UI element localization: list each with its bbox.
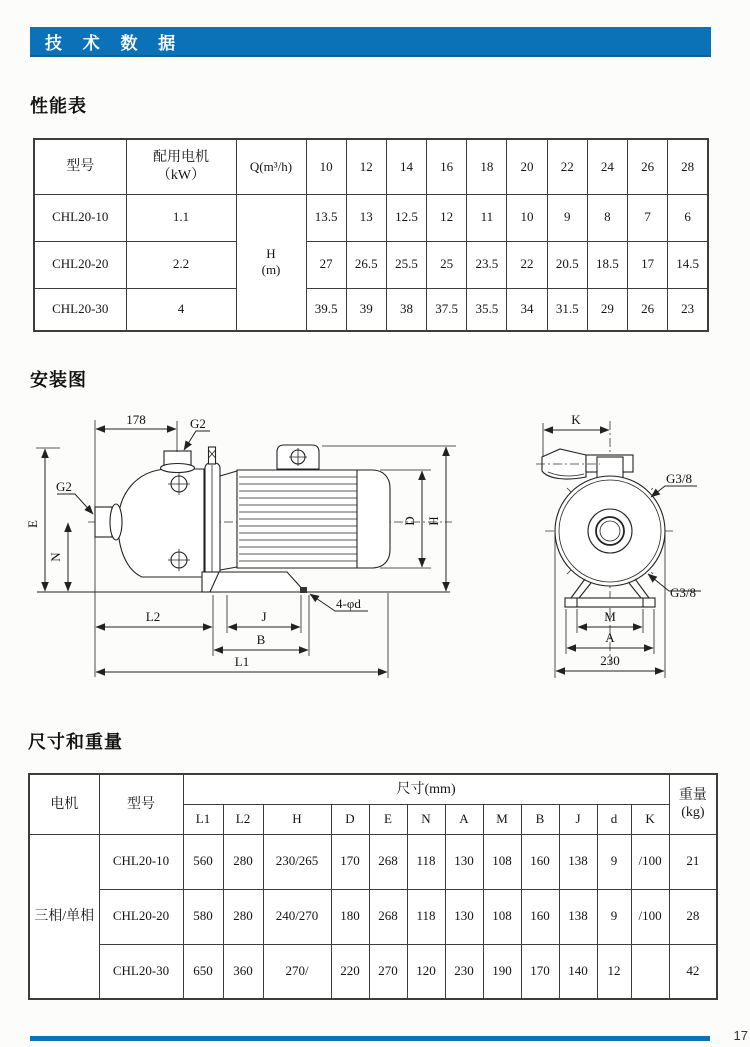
dim-label-k: K — [571, 412, 581, 427]
performance-heading: 性能表 — [30, 96, 87, 116]
table-row: CHL20-30 650 360 270/ 220 270 120 230 190 170 140 12 42 — [29, 944, 717, 999]
table-row: CHL20-20 2.2 27 26.5 25.5 25 23.5 22 20.5 18.5 17 14.5 — [34, 241, 708, 288]
weight-cell: 21 — [669, 834, 717, 889]
col-header-model: 型号 — [99, 774, 183, 834]
dim-label-d: D — [402, 516, 417, 526]
section-title-bar — [30, 27, 711, 57]
flow-col: 10 — [306, 139, 346, 194]
dim-label-n: N — [48, 552, 63, 562]
flow-col: 18 — [467, 139, 507, 194]
col-header-weight: 重量 (kg) — [669, 774, 717, 834]
power-cell: 1.1 — [126, 194, 236, 241]
table-row: CHL20-20 580 280 240/270 180 268 118 130 108 160 138 9 /100 28 — [29, 889, 717, 944]
dim-label-h: H — [426, 516, 441, 526]
table-row: CHL20-10 1.1 H (m) 13.5 13 12.5 12 11 10 9 8 7 6 — [34, 194, 708, 241]
clamp-bolt — [209, 447, 216, 464]
footer-rule — [30, 1036, 710, 1041]
pump-front-view — [536, 412, 701, 678]
dim-label-e: E — [25, 520, 40, 528]
dim-label-b: B — [256, 632, 266, 647]
performance-table — [33, 138, 709, 332]
page-number: 17 — [733, 1028, 748, 1043]
dim-label-230: 230 — [600, 653, 620, 668]
flow-col: 26 — [628, 139, 668, 194]
model-cell: CHL20-20 — [99, 889, 183, 944]
installation-diagram — [0, 400, 750, 700]
col-header-size-group: 尺寸(mm) — [183, 774, 669, 804]
mounting-foot — [210, 572, 305, 592]
power-cell: 2.2 — [126, 241, 236, 288]
dim-label-m: M — [604, 609, 616, 624]
motor-type-cell: 三相/单相 — [29, 834, 99, 999]
dim-label-l2: L2 — [145, 609, 161, 624]
dims-header-row-1 — [29, 774, 717, 804]
performance-header-row — [34, 139, 708, 194]
section-title-text: 技 术 数 据 — [45, 33, 184, 53]
flow-col: 20 — [507, 139, 547, 194]
col-header-motor: 配用电机 （kW） — [126, 139, 236, 194]
head-unit-cell: H (m) — [236, 194, 306, 331]
clamp-ring — [205, 463, 220, 576]
pump-side-view — [25, 412, 456, 678]
power-cell: 4 — [126, 288, 236, 331]
dim-label-178: 178 — [126, 412, 146, 427]
weight-cell: 28 — [669, 889, 717, 944]
base-plate — [565, 598, 655, 607]
col-header-motor-type: 电机 — [29, 774, 99, 834]
dim-label-l1: L1 — [234, 654, 250, 669]
foot-hole — [300, 587, 307, 593]
flow-col: 12 — [346, 139, 386, 194]
flow-col: 24 — [587, 139, 627, 194]
model-cell: CHL20-20 — [34, 241, 126, 288]
col-header-flow: Q(m³/h) — [236, 139, 306, 194]
port-label-g38-upper: G3/8 — [666, 471, 692, 486]
holes-label: 4-φd — [336, 596, 361, 611]
model-cell: CHL20-30 — [34, 288, 126, 331]
weight-cell: 42 — [669, 944, 717, 999]
port-label-g2-top: G2 — [190, 416, 206, 431]
installation-heading: 安装图 — [30, 370, 87, 390]
pump-body — [118, 469, 204, 577]
dim-label-j: J — [261, 609, 267, 624]
table-row: 三相/单相 CHL20-10 560 280 230/265 170 268 118 130 108 160 138 9 /100 21 — [29, 834, 717, 889]
model-cell: CHL20-30 — [99, 944, 183, 999]
col-header-model: 型号 — [34, 139, 126, 194]
flow-col: 28 — [668, 139, 708, 194]
flow-col: 14 — [386, 139, 426, 194]
dimensions-table — [28, 773, 718, 1000]
dims-header-row-2: L1 L2 H D E N A M B J d K — [29, 804, 717, 834]
port-label-g2-left: G2 — [56, 479, 72, 494]
model-cell: CHL20-10 — [99, 834, 183, 889]
model-cell: CHL20-10 — [34, 194, 126, 241]
dimensions-heading: 尺寸和重量 — [28, 732, 123, 752]
dim-label-a: A — [605, 630, 615, 645]
port-label-g38-lower: G3/8 — [670, 585, 696, 600]
table-row: CHL20-30 4 39.5 39 38 37.5 35.5 34 31.5 29 26 23 — [34, 288, 708, 331]
flow-col: 16 — [427, 139, 467, 194]
flow-col: 22 — [547, 139, 587, 194]
